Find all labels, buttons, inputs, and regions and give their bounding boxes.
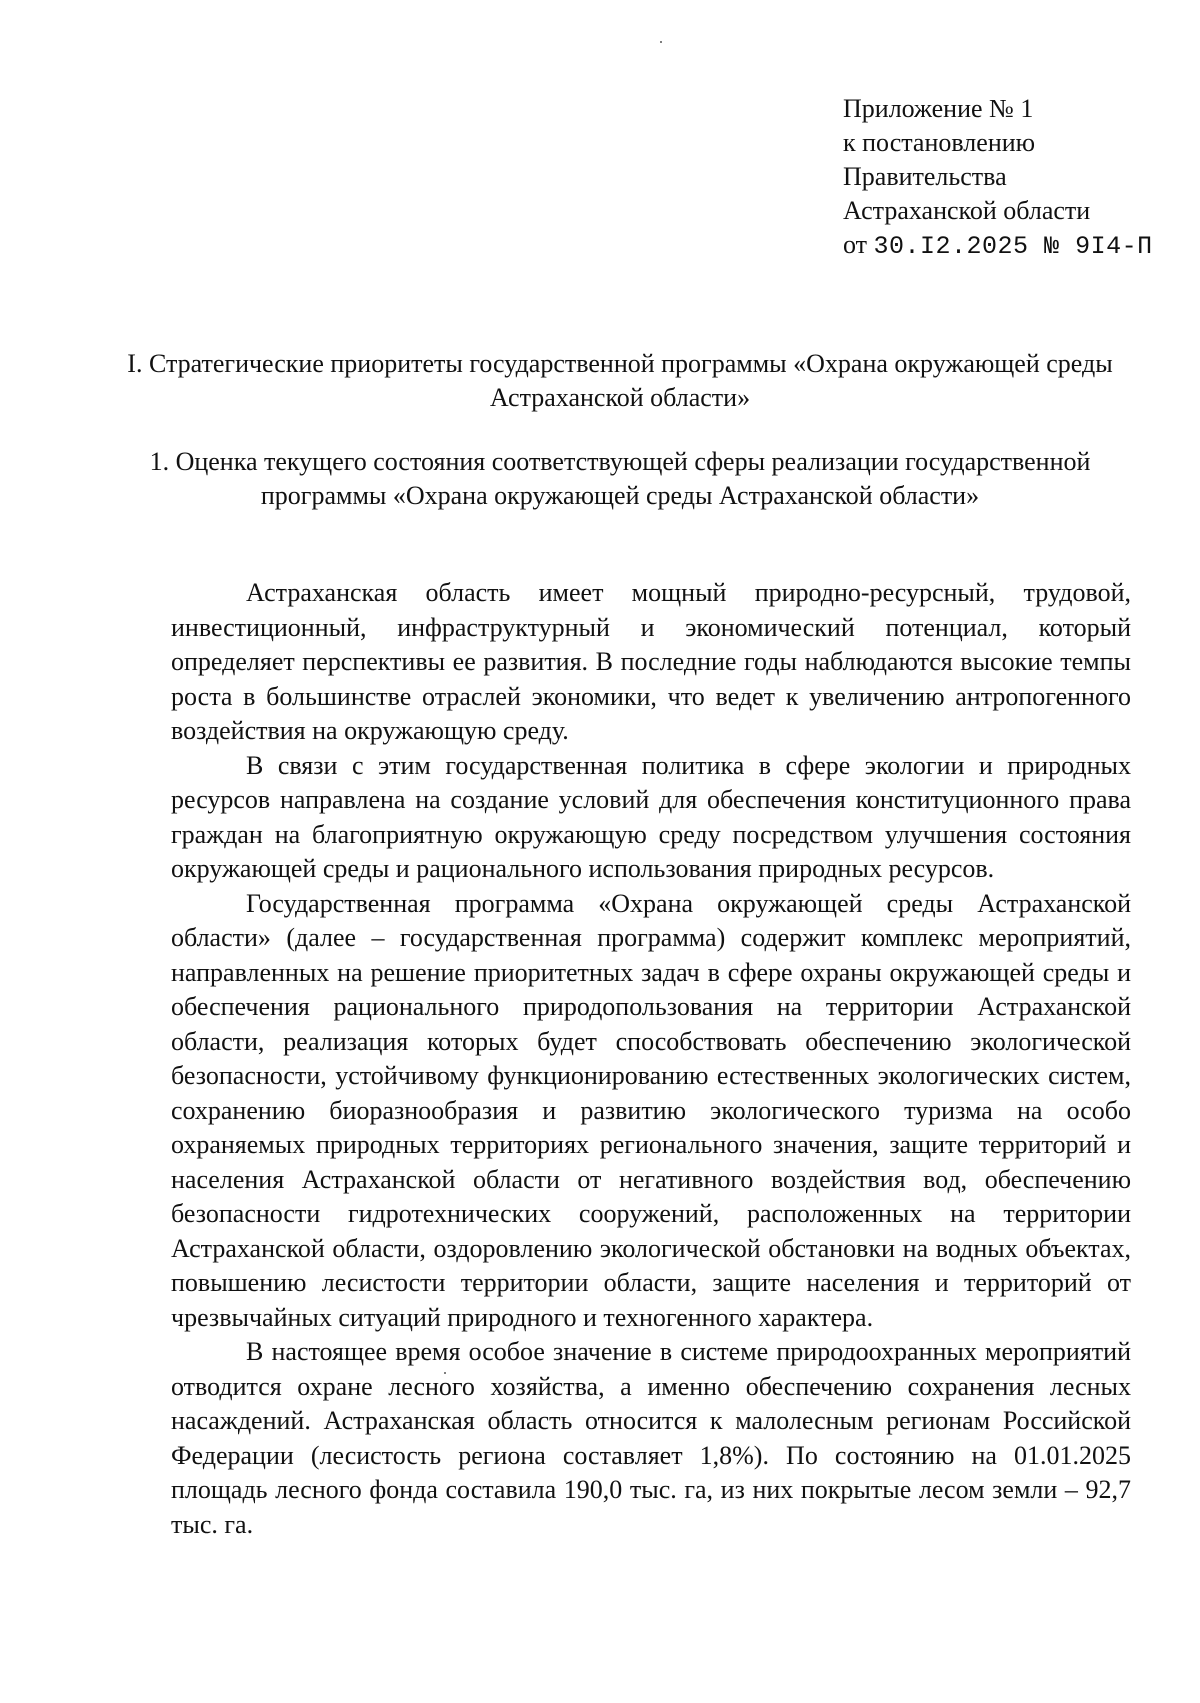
appendix-header xyxy=(843,92,1153,264)
appendix-date-number: 30.I2.2025 № 9I4-П xyxy=(873,232,1153,261)
body-text xyxy=(171,576,1131,1542)
appendix-date-line xyxy=(843,228,1153,264)
appendix-resolution-ref: к постановлению xyxy=(843,128,1036,157)
paragraph: Государственная программа «Охрана окружающей среды Астраханской области» (далее – государственная программа) содержит комплекс мероприятий, направленных на решение приоритетных задач в сфере охраны окружающей среды и обеспечения рационального природопользования на территории Астраханской области, реализация которых будет способствовать обеспечению экологической безопасности, устойчивому функционированию естественных экологических систем, сохранению биоразнообразия и развитию экологического туризма на особо охраняемых природных территориях регионального значения, защите территорий и населения Астраханской области от негативного воздействия вод, обеспечению безопасности гидротехнических сооружений, расположенных на территории Астраханской области, оздоровлению экологической обстановки на водных объектах, повышению лесистости территории области, защите населения и территорий от чрезвычайных ситуаций природного и техногенного характера. xyxy=(171,888,1131,1332)
appendix-date-prefix: от xyxy=(843,230,868,259)
scan-speck xyxy=(660,41,662,43)
paragraph: Астраханская область имеет мощный природно-ресурсный, трудовой, инвестиционный, инфраструктурный и экономический потенциал, который определяет перспективы ее развития. В последние годы наблюдаются высокие темпы роста в большинстве отраслей экономики, что ведет к увеличению антропогенного воздействия на окружающую среду. xyxy=(171,578,1131,745)
appendix-region: Астраханской области xyxy=(843,196,1091,225)
subsection-title: 1. Оценка текущего состояния соответствующей сферы реализации государственной программы «Охрана окружающей среды Астраханской области» xyxy=(149,447,1091,510)
appendix-government: Правительства xyxy=(843,162,1007,191)
paragraph: В настоящее время особое значение в системе природоохранных мероприятий отводится охране лесного хозяйства, а именно обеспечению сохранения лесных насаждений. Астраханская область относится к малолесным регионам Российской Федерации (лесистость региона составляет 1,8%). По состоянию на 01.01.2025 площадь лесного фонда составила 190,0 тыс. га, из них покрытые лесом земли – 92,7 тыс. га. xyxy=(171,1337,1131,1539)
paragraph: В связи с этим государственная политика в сфере экологии и природных ресурсов направлена на создание условий для обеспечения конституционного права граждан на благоприятную окружающую среду посредством улучшения состояния окружающей среды и рационального использования природных ресурсов. xyxy=(171,750,1131,883)
appendix-number: Приложение № 1 xyxy=(843,94,1034,123)
section-title: I. Стратегические приоритеты государственной программы «Охрана окружающей среды Астраханской области» xyxy=(127,349,1113,412)
